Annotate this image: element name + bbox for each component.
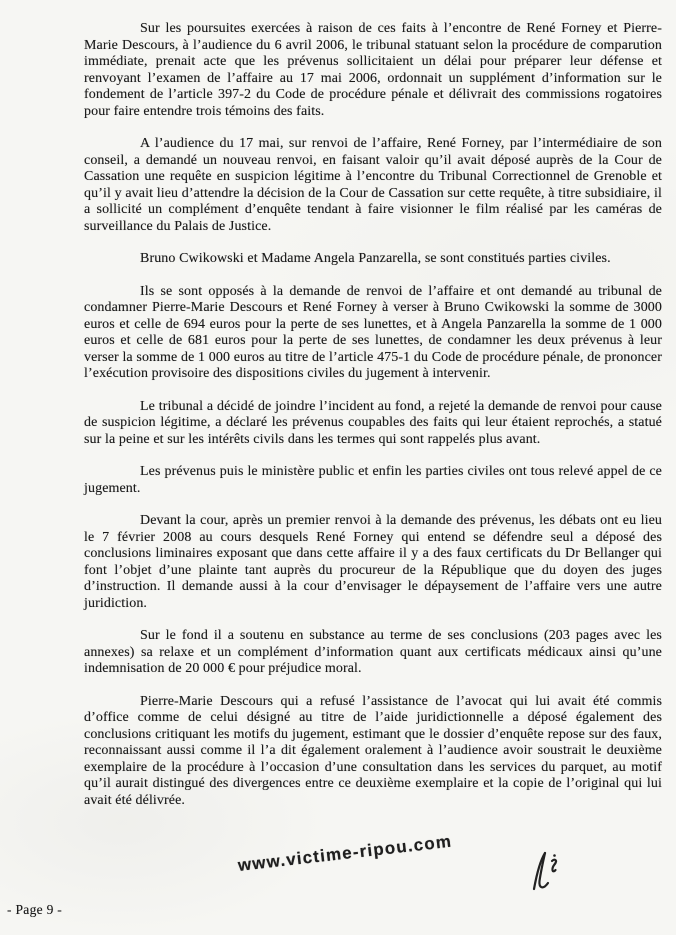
paragraph: Ils se sont opposés à la demande de renvoi de l’affaire et ont demandé au tribunal de condamner Pierre-Marie Descours et René Forney à verser à Bruno Cwikowski la somme de 3000 euros et celle de 694 euros pour la perte de ses lunettes, et à Angela Panzarella la somme de 1 000 euros et celle de 681 euros pour la perte de ses lunettes, de condamner les deux prévenus à leur verser la somme de 1 000 euros au titre de l’article 475-1 du Code de procédure pénale, de prononcer l’exécution provisoire des dispositions civiles du jugement à intervenir. — [84, 283, 662, 381]
paragraph: Sur le fond il a soutenu en substance au terme de ses conclusions (203 pages avec les annexes) sa relaxe et un complément d’information quant aux certificats médicaux ainsi qu’une indemnisation de 20 000 € pour préjudice moral. — [84, 628, 662, 676]
document-body — [84, 21, 662, 825]
paragraph: A l’audience du 17 mai, sur renvoi de l’affaire, René Forney, par l’intermédiaire de son conseil, a demandé un nouveau renvoi, en faisant valoir qu’il avait déposé auprès de la Cour de Cassation une requête en suspicion légitime à l’encontre du Tribunal Correctionnel de Grenoble et qu’il y avait lieu d’attendre la décision de la Cour de Cassation sur cette requête, à titre subsidiaire, il a sollicité un complément d’enquête tendant à faire visionner le film réalisé par les caméras de surveillance du Palais de Justice. — [84, 136, 662, 234]
watermark-website-text: www.victime-ripou.com — [236, 831, 454, 875]
handwritten-signature-mark — [526, 848, 564, 898]
paragraph: Sur les poursuites exercées à raison de ces faits à l’encontre de René Forney et Pierre-Marie Descours, à l’audience du 6 avril 2006, le tribunal statuant selon la procédure de comparution immédiate, prenait acte que les prévenus sollicitaient un délai pour préparer leur défense et renvoyant l’examen de l’affaire au 17 mai 2006, ordonnait un supplément d’information sur le fondement de l’article 397-2 du Code de procédure pénale et délivrait des commissions rogatoires pour faire entendre trois témoins des faits. — [84, 21, 662, 119]
paragraph: Devant la cour, après un premier renvoi à la demande des prévenus, les débats ont eu lieu le 7 février 2008 au cours desquels René Forney qui entend se défendre seul a déposé des conclusions liminaires exposant que dans cette affaire il y a des faux certificats du Dr Bellanger qui font l’objet d’une plainte tant auprès du procureur de la République que du doyen des juges d’instruction. Il demande aussi à la cour d’envisager le dépaysement de l’affaire vers une autre juridiction. — [84, 513, 662, 611]
page-number: - Page 9 - — [7, 902, 63, 917]
paragraph: Le tribunal a décidé de joindre l’incident au fond, a rejeté la demande de renvoi pour cause de suspicion légitime, a déclaré les prévenus coupables des faits qui leur étaient reprochés, a statué sur la peine et sur les intérêts civils dans les termes qui sont rappelés plus avant. — [84, 398, 662, 447]
paragraph: Bruno Cwikowski et Madame Angela Panzarella, se sont constitués parties civiles. — [140, 251, 611, 266]
paragraph: Les prévenus puis le ministère public et enfin les parties civiles ont tous relevé appel de ce jugement. — [84, 464, 662, 496]
paragraph: Pierre-Marie Descours qui a refusé l’assistance de l’avocat qui lui avait été commis d’office comme de celui désigné au titre de l’aide juridictionnelle a déposé également des conclusions critiquant les motifs du jugement, estimant que le dossier d’enquête repose sur des faux, reconnaissant aussi comme il l’a dit également oralement à l’audience avoir soustrait le deuxième exemplaire de la procédure à l’occasion d’une consultation dans les services du parquet, au motif qu’il aurait distingué des divergences entre ce deuxième exemplaire et la copie de l’original qui lui avait été délivrée. — [84, 693, 662, 808]
